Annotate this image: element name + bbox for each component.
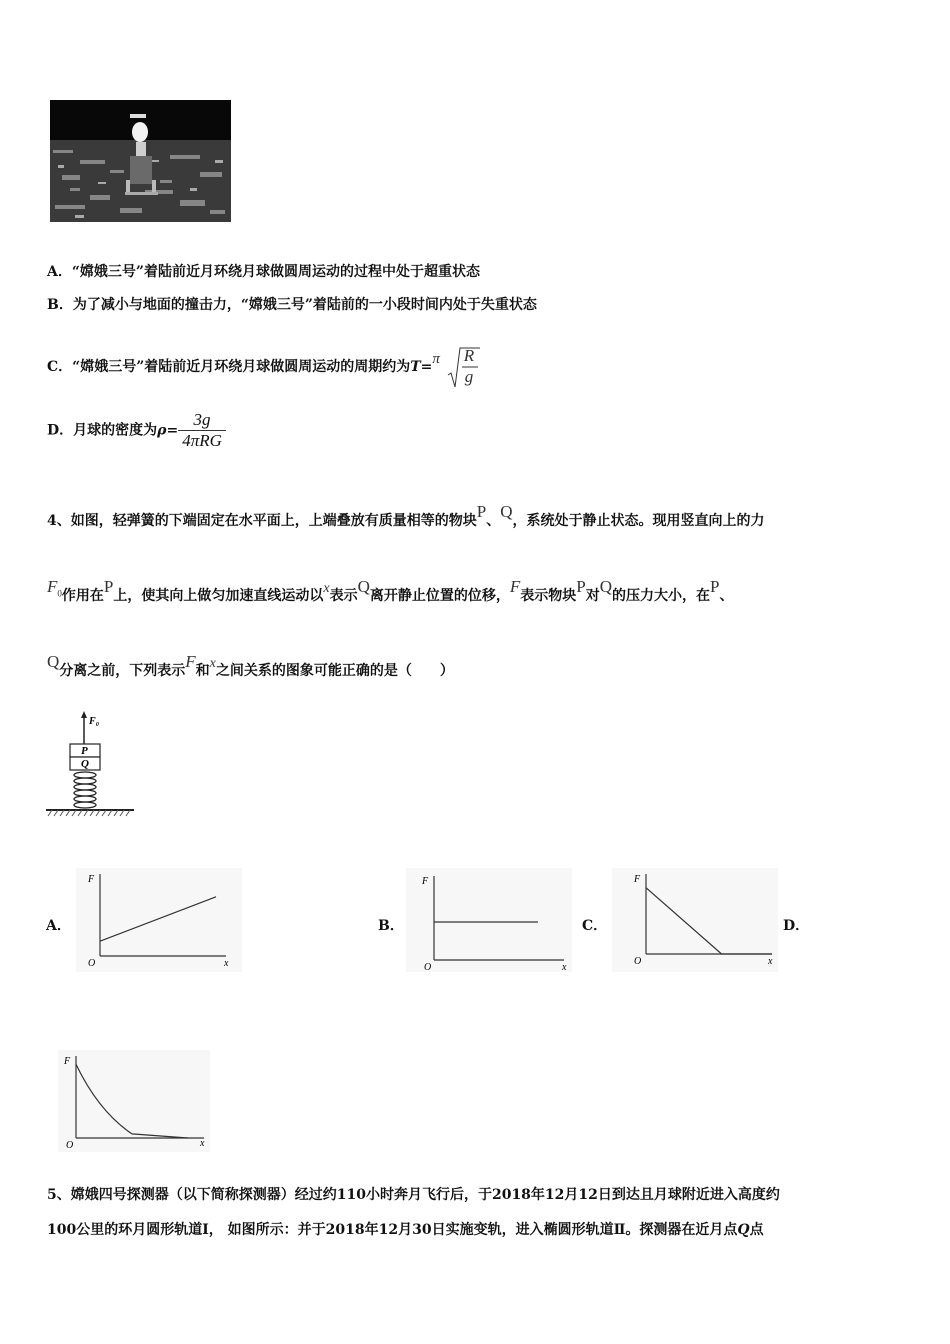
var-x-2: x <box>209 656 216 671</box>
graph-option-c-label: C． <box>582 918 608 934</box>
var-P-4: P <box>710 577 720 596</box>
lander-photo-drawing <box>50 100 231 222</box>
graph-d <box>58 1050 210 1152</box>
graph-a-y-label: F <box>88 874 95 885</box>
option-d-eq: = <box>166 422 179 439</box>
graph-option-b-label: B． <box>378 918 404 934</box>
graph-c-y-label: F <box>634 874 641 885</box>
density-fraction <box>178 410 226 451</box>
q4-line-3 <box>47 652 454 682</box>
option-d-var: ρ <box>157 422 167 439</box>
spring <box>74 772 96 808</box>
q5-text-2a: 100公里的环月圆形轨道Ⅰ， 如图所示：并于2018年12月30日实施变轨，进入椭圆形轨道Ⅱ。探测器在近月点 <box>47 1222 738 1238</box>
option-c-var: T <box>410 359 421 375</box>
q4-text-2g: 的压力大小，在 <box>612 588 710 604</box>
graph-c-origin: O <box>634 956 642 967</box>
fraction-numerator: 3g <box>178 410 226 431</box>
var-x: x <box>323 581 330 596</box>
var-Q-4: Q <box>47 652 60 671</box>
var-P-2: P <box>103 577 114 596</box>
option-c-text: C．“嫦娥三号”着陆前近月环绕月球做圆周运动的周期约为 <box>47 359 411 375</box>
var-Q-2: Q <box>357 577 370 596</box>
option-c-pi: π <box>432 351 440 367</box>
option-d <box>47 410 226 460</box>
graph-c <box>612 868 778 972</box>
var-P: P <box>476 502 487 521</box>
graph-a-origin: O <box>88 958 96 969</box>
graph-d-y-label: F <box>64 1056 71 1067</box>
var-F0-sub: 0 <box>57 588 62 599</box>
block-p-label: P <box>81 745 88 757</box>
var-Q-3: Q <box>599 577 612 596</box>
spring-figure <box>44 708 136 823</box>
q4-text-2c: 表示 <box>329 588 358 604</box>
q4-text-2a: 作用在 <box>61 588 104 604</box>
graph-option-a-label: A． <box>46 918 71 934</box>
graph-b-x-label: x <box>562 962 567 972</box>
var-F-2: F <box>185 652 196 671</box>
option-d-text: D．月球的密度为 <box>47 422 158 439</box>
sqrt-formula <box>447 345 481 389</box>
graph-d-x-label: x <box>200 1138 205 1149</box>
var-Q: Q <box>500 502 513 521</box>
sqrt-denominator: g <box>464 367 474 386</box>
fraction-denominator: 4πRG <box>182 431 222 450</box>
option-c-eq: = <box>420 359 433 375</box>
force-label: F₀ <box>89 716 100 727</box>
q4-text-1a: 4、如图，轻弹簧的下端固定在水平面上，上端叠放有质量相等的物块 <box>47 513 477 529</box>
graph-a <box>76 868 242 972</box>
graph-b-origin: O <box>424 962 432 972</box>
graph-b-y-label: F <box>422 876 429 887</box>
q5-text-2b: 点 <box>749 1222 764 1238</box>
q4-line-2 <box>47 577 734 611</box>
option-b-text: B．为了减小与地面的撞击力，“嫦娥三号”着陆前的一小段时间内处于失重状态 <box>47 297 537 313</box>
lander-photo <box>50 100 231 222</box>
q4-sep-2: 、 <box>719 588 734 604</box>
q4-text-3b: 和 <box>195 663 210 679</box>
q5-line-1: 5、嫦娥四号探测器（以下简称探测器）经过约110小时奔月飞行后，于2018年12月12日到达且月球附近进入高度约 <box>47 1187 780 1203</box>
sqrt-numerator: R <box>463 346 475 365</box>
q4-text-2d: 离开静止位置的位移， <box>369 588 510 604</box>
block-q-label: Q <box>81 758 89 770</box>
var-F0 <box>47 577 62 599</box>
graph-b <box>406 868 572 972</box>
q4-text-2b: 上，使其向上做匀加速直线运动以 <box>113 588 324 604</box>
q5-var-Q: Q <box>737 1222 750 1238</box>
graph-c-x-label: x <box>768 956 773 967</box>
q4-text-1b: ，系统处于静止状态。现用竖直向上的力 <box>512 513 765 529</box>
graph-option-d-label: D． <box>783 918 810 934</box>
q5-line-2 <box>47 1220 764 1240</box>
var-F0-base: F <box>47 577 58 596</box>
option-c <box>47 345 481 389</box>
graph-d-origin: O <box>66 1140 74 1151</box>
var-P-3: P <box>576 577 586 596</box>
var-F: F <box>509 577 521 596</box>
q4-sep: 、 <box>486 513 501 529</box>
force-arrow-head <box>81 711 87 718</box>
q4-text-2f: 对 <box>585 588 600 604</box>
option-a-text: A．“嫦娥三号”着陆前近月环绕月球做圆周运动的过程中处于超重状态 <box>47 264 480 280</box>
q4-text-2e: 表示物块 <box>520 588 577 604</box>
q4-text-3c: 之间关系的图象可能正确的是（ ） <box>215 663 454 679</box>
q4-text-3a: 分离之前，下列表示 <box>59 663 186 679</box>
q4-line-1 <box>47 502 765 531</box>
graph-a-x-label: x <box>224 958 229 969</box>
